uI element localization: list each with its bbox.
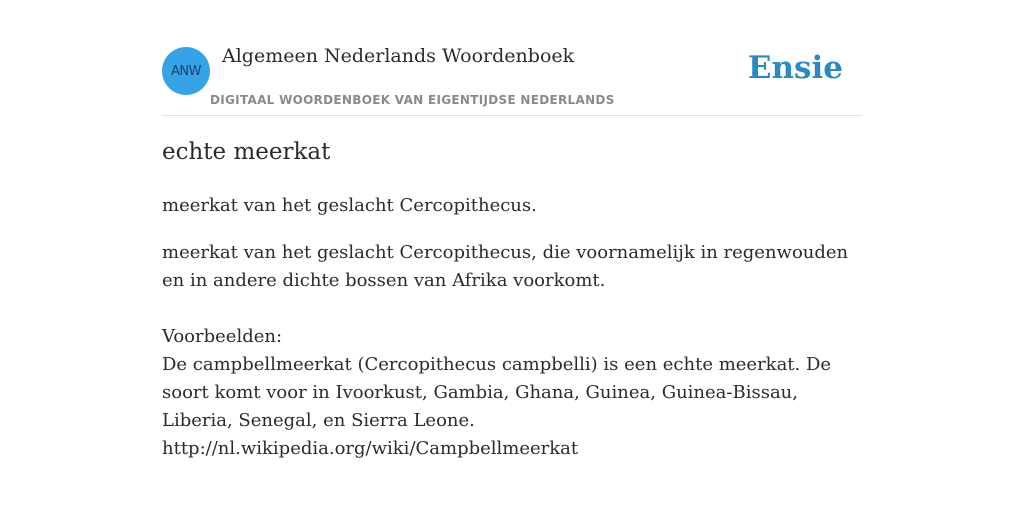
example-text: De campbellmeerkat (Cercopithecus campbelli) is een echte meerkat. De soort komt voor in Ivoorkust, Gambia, Ghana, Guinea, Guinea-Bissau, Liberia, Senegal, en Sierra Leone.: [162, 354, 832, 431]
short-definition: meerkat van het geslacht Cercopithecus.: [162, 195, 537, 216]
anw-logo[interactable]: [162, 47, 210, 95]
page-container: [162, 0, 862, 512]
logo-text: ANW: [171, 63, 201, 79]
site-header: [162, 0, 862, 116]
examples-label: Voorbeelden:: [162, 326, 283, 347]
site-title[interactable]: Algemeen Nederlands Woordenboek: [222, 45, 575, 67]
long-definition-block: [162, 239, 862, 463]
spacer: [162, 295, 862, 323]
entry-headword: echte meerkat: [162, 139, 331, 165]
ensie-brand-logo[interactable]: Ensie: [747, 50, 843, 86]
site-subtitle: DIGITAAL WOORDENBOEK VAN EIGENTIJDSE NEDERLANDS: [210, 93, 615, 107]
long-definition: meerkat van het geslacht Cercopithecus, die voornamelijk in regenwouden en in andere dichte bossen van Afrika voorkomt.: [162, 242, 849, 291]
source-url: http://nl.wikipedia.org/wiki/Campbellmeerkat: [162, 438, 579, 459]
